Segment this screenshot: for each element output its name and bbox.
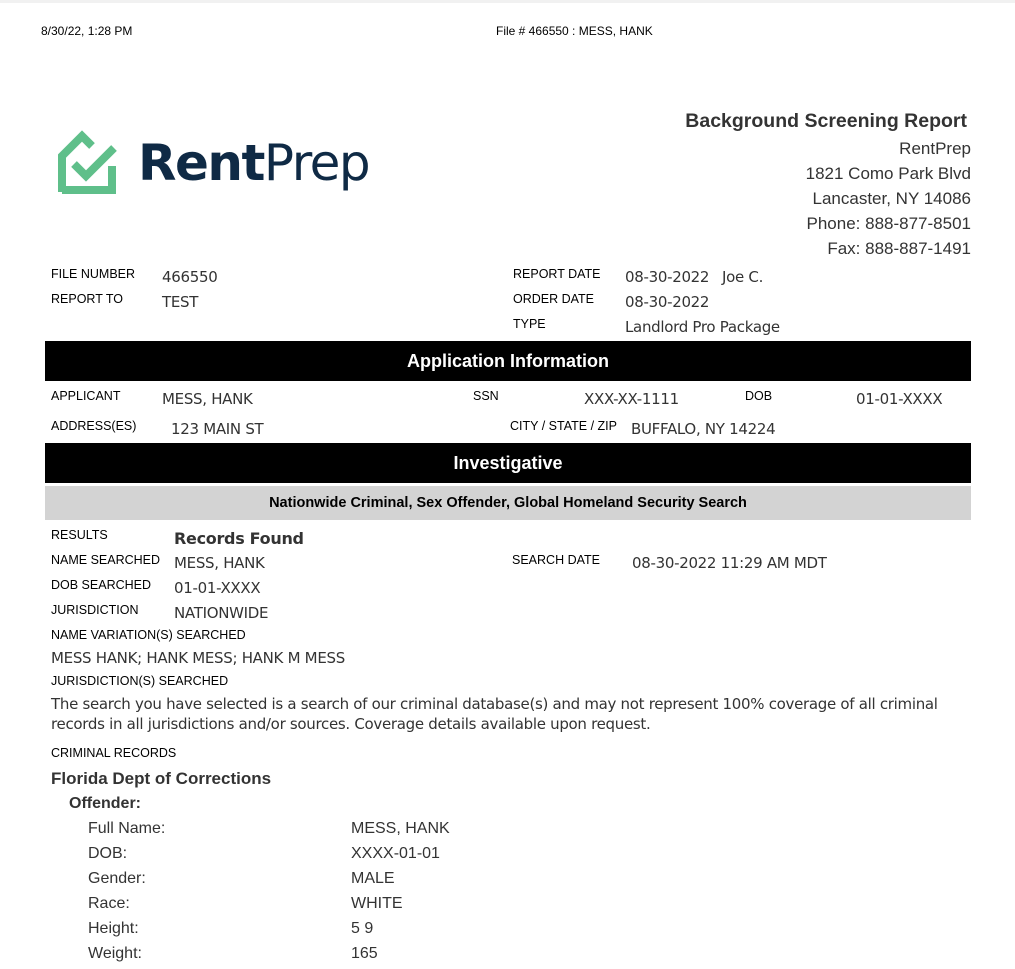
type-value: Landlord Pro Package (625, 318, 780, 336)
dob-label: DOB (745, 389, 773, 403)
dob-searched-value: 01-01-XXXX (174, 579, 261, 597)
offender-gender-value: MALE (351, 870, 395, 887)
disclaimer-line-2: records in all jurisdictions and/or sources. Coverage details available upon request. (51, 715, 651, 733)
offender-weight-label: Weight: (88, 945, 142, 962)
company-name: RentPrep (899, 139, 971, 158)
ssn-label: SSN (473, 389, 499, 403)
offender-race-label: Race: (88, 895, 130, 912)
criminal-records-label: CRIMINAL RECORDS (51, 746, 177, 760)
offender-height-value: 5 9 (351, 920, 374, 937)
file-number-value: 466550 (162, 268, 218, 286)
order-date-label: ORDER DATE (513, 292, 595, 306)
jurisdiction-value: NATIONWIDE (174, 604, 269, 622)
results-value: Records Found (174, 529, 304, 548)
offender-height-label: Height: (88, 920, 139, 937)
print-file-title: File # 466550 : MESS, HANK (496, 24, 653, 38)
offender-gender-label: Gender: (88, 870, 146, 887)
offender-weight-value: 165 (351, 945, 378, 962)
report-by-value: Joe C. (722, 268, 764, 286)
results-label: RESULTS (51, 528, 108, 542)
investigative-section-header: Investigative (45, 443, 971, 483)
logo-brand-bold: Rent (138, 134, 264, 192)
search-date-value: 08-30-2022 11:29 AM MDT (632, 554, 827, 572)
city-state-zip-value: BUFFALO, NY 14224 (631, 420, 776, 438)
name-searched-label: NAME SEARCHED (51, 553, 161, 567)
order-date-value: 08-30-2022 (625, 293, 710, 311)
name-variations-value: MESS HANK; HANK MESS; HANK M MESS (51, 649, 345, 667)
rentprep-logo (56, 130, 369, 196)
record-source-heading: Florida Dept of Corrections (51, 769, 272, 788)
name-searched-value: MESS, HANK (174, 554, 265, 572)
dob-searched-label: DOB SEARCHED (51, 578, 152, 592)
search-date-label: SEARCH DATE (512, 553, 600, 567)
company-fax: Fax: 888-887-1491 (827, 239, 971, 258)
applicant-value: MESS, HANK (162, 390, 253, 408)
offender-dob-label: DOB: (88, 845, 128, 862)
report-title: Background Screening Report (685, 110, 967, 132)
name-variations-label: NAME VARIATION(S) SEARCHED (51, 628, 246, 642)
report-to-value: TEST (162, 293, 199, 311)
city-state-zip-label: CITY / STATE / ZIP (510, 419, 617, 433)
ssn-value: XXX-XX-1111 (584, 390, 679, 408)
disclaimer-line-1: The search you have selected is a search of our criminal database(s) and may not represent 100% coverage of all criminal (51, 695, 938, 713)
jurisdiction-label: JURISDICTION (51, 603, 139, 617)
page-top-border (0, 0, 1015, 3)
logo-wordmark (138, 134, 369, 192)
report-date-value: 08-30-2022 (625, 268, 710, 286)
applicant-label: APPLICANT (51, 389, 121, 403)
logo-brand-light: Prep (263, 134, 370, 192)
search-title-bar: Nationwide Criminal, Sex Offender, Global Homeland Security Search (45, 486, 971, 520)
report-to-label: REPORT TO (51, 292, 124, 306)
address-label: ADDRESS(ES) (51, 419, 137, 433)
offender-dob-value: XXXX-01-01 (351, 845, 440, 862)
company-address2: Lancaster, NY 14086 (812, 189, 971, 208)
print-datetime: 8/30/22, 1:28 PM (41, 24, 133, 38)
dob-value: 01-01-XXXX (856, 390, 943, 408)
application-section-header: Application Information (45, 341, 971, 381)
jurisdictions-searched-label: JURISDICTION(S) SEARCHED (51, 674, 229, 688)
file-number-label: FILE NUMBER (51, 267, 136, 281)
address-value: 123 MAIN ST (171, 420, 264, 438)
report-date-label: REPORT DATE (513, 267, 601, 281)
company-phone: Phone: 888-877-8501 (806, 214, 971, 233)
type-label: TYPE (513, 317, 546, 331)
offender-race-value: WHITE (351, 895, 403, 912)
house-check-icon (56, 130, 118, 196)
offender-full-name-label: Full Name: (88, 820, 166, 837)
offender-heading: Offender: (69, 795, 141, 812)
offender-full-name-value: MESS, HANK (351, 820, 450, 837)
company-address1: 1821 Como Park Blvd (805, 164, 971, 183)
